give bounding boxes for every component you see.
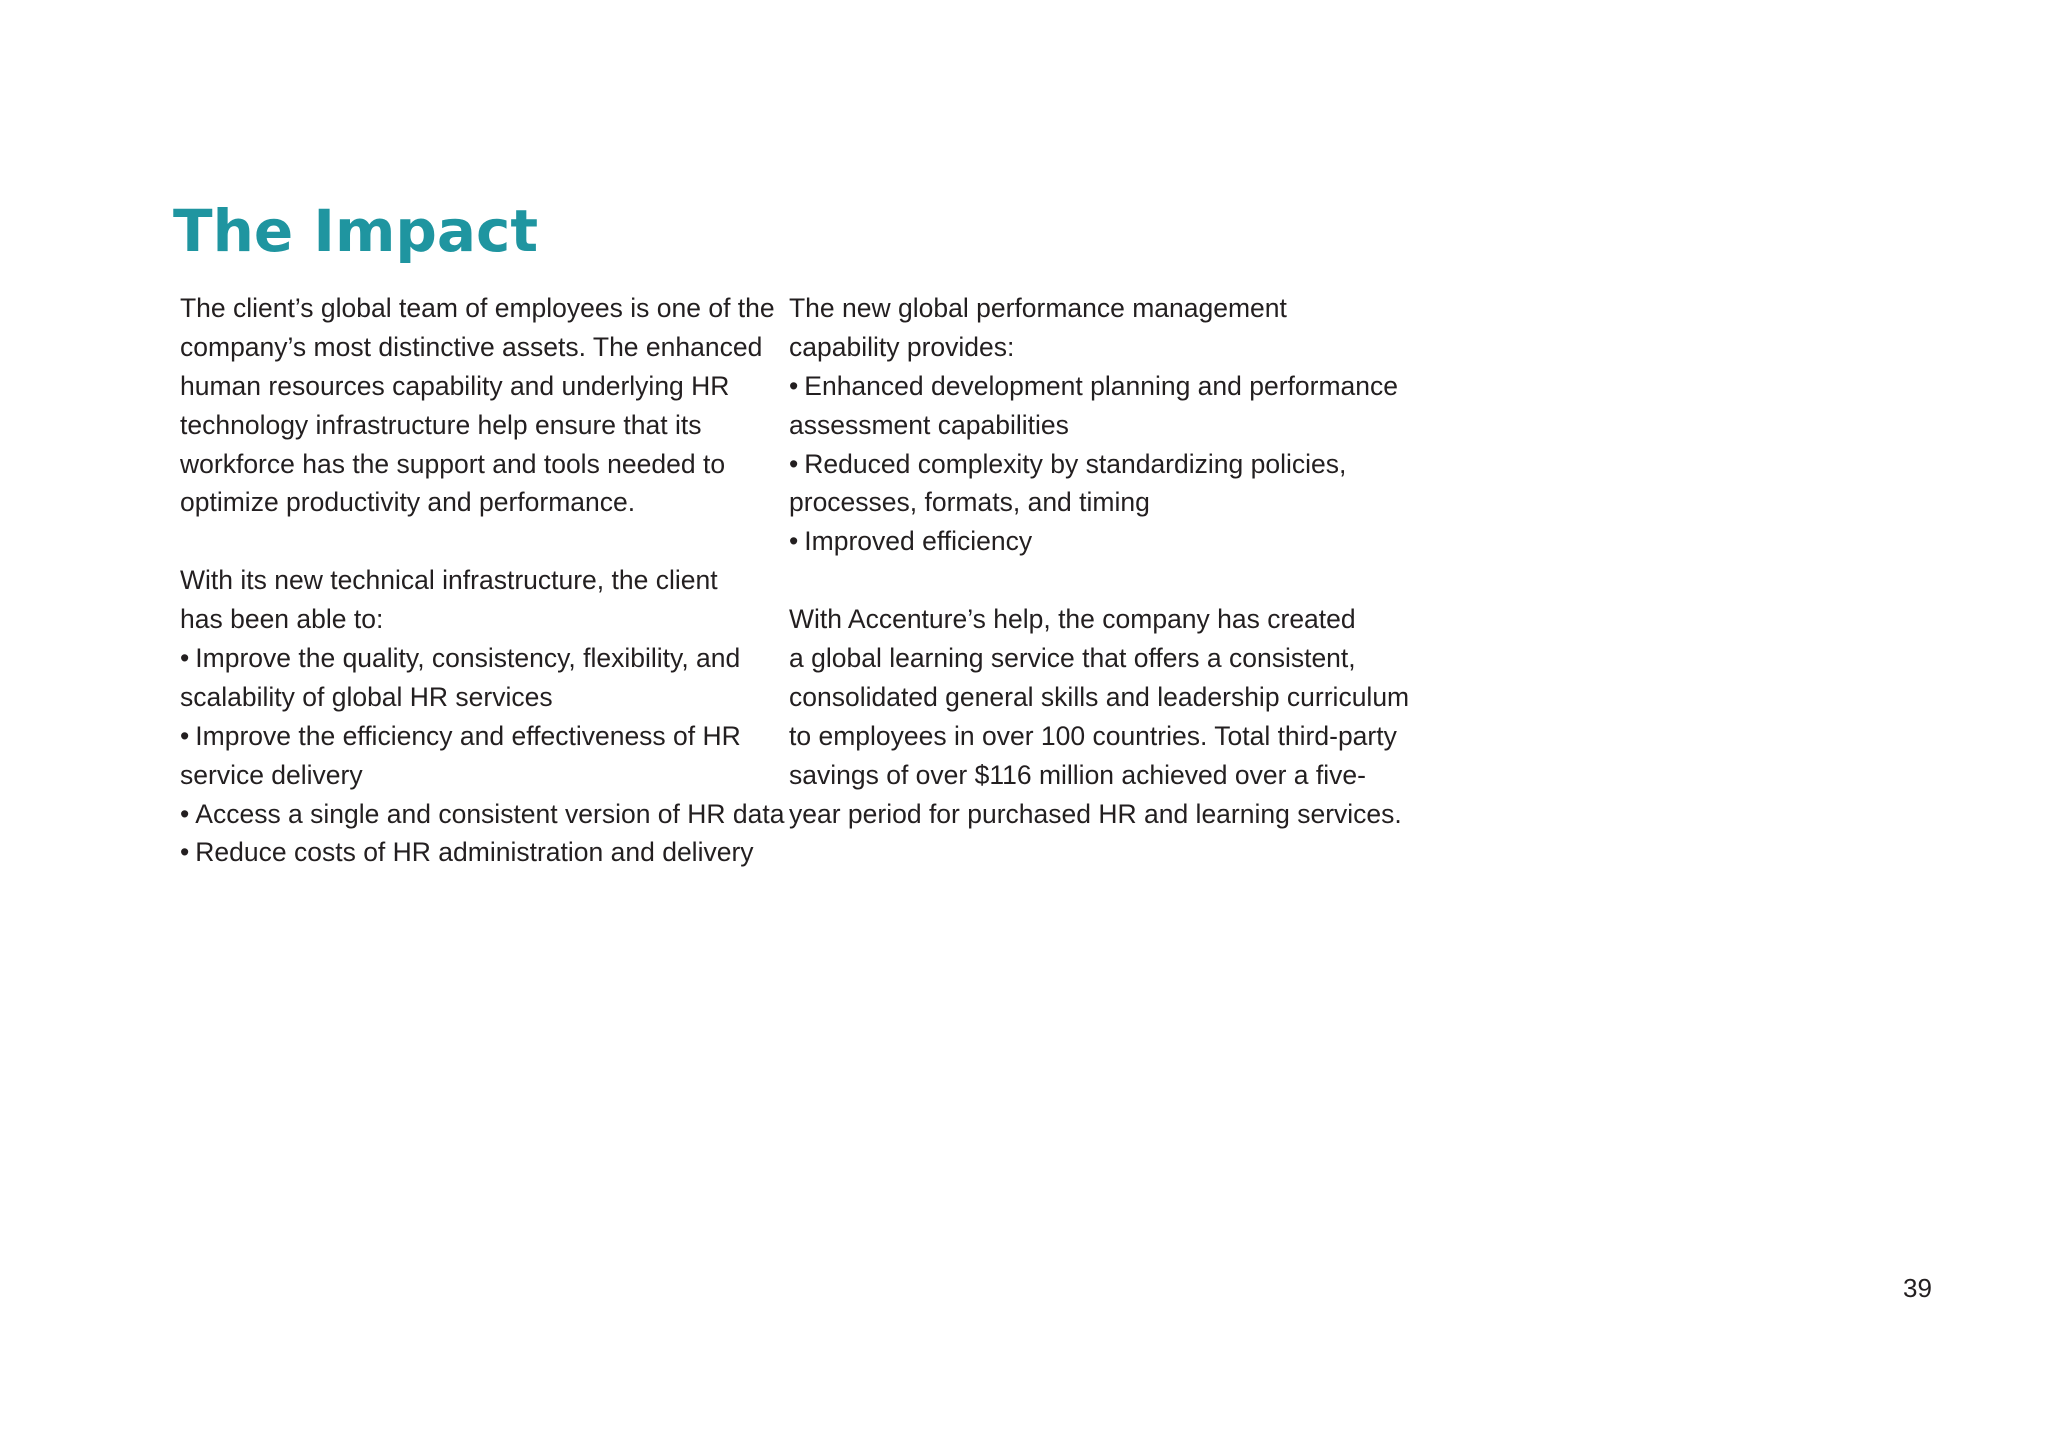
- bullet-item: [789, 445, 1369, 523]
- bullet-line: • Improve the efficiency and effectiveness of HR: [180, 717, 760, 756]
- paragraph-line: year period for purchased HR and learning services.: [789, 798, 1402, 829]
- bullet-line: processes, formats, and timing: [789, 487, 1150, 518]
- paragraph-line: With Accenture’s help, the company has created: [789, 604, 1356, 635]
- intro-paragraph: [180, 289, 775, 522]
- paragraph-line: workforce has the support and tools needed to: [180, 448, 726, 479]
- paragraph-spacer: [789, 561, 1369, 600]
- paragraph-line: savings of over $116 million achieved over a five-: [789, 759, 1366, 790]
- paragraph-spacer: [180, 522, 760, 561]
- bullet-item: [789, 367, 1399, 445]
- bullet-item: [180, 833, 760, 872]
- left-column: [180, 289, 785, 872]
- bullet-list: [789, 367, 1399, 561]
- right-column: [789, 289, 1410, 833]
- paragraph-line: company’s most distinctive assets. The enhanced: [180, 331, 763, 362]
- lead-paragraph: [789, 289, 1369, 367]
- paragraph-line: human resources capability and underlying HR: [180, 370, 730, 401]
- bullet-item: [180, 717, 760, 795]
- closing-paragraph: [789, 600, 1410, 833]
- bullet-line: • Improved efficiency: [789, 522, 1369, 561]
- page-number: 39: [1903, 1273, 1932, 1303]
- paragraph-line: The new global performance management: [789, 293, 1287, 323]
- bullet-line: • Reduce costs of HR administration and delivery: [180, 833, 760, 872]
- paragraph-line: to employees in over 100 countries. Total third-party: [789, 720, 1397, 751]
- bullet-line: scalability of global HR services: [180, 681, 553, 712]
- bullet-item: [789, 522, 1369, 561]
- bullet-line: • Enhanced development planning and performance: [789, 367, 1369, 406]
- lead-paragraph: [180, 561, 760, 639]
- bullet-list: [180, 639, 785, 872]
- paragraph-line: capability provides:: [789, 331, 1015, 362]
- bullet-item: [180, 795, 785, 834]
- bullet-line: • Reduced complexity by standardizing policies,: [789, 445, 1369, 484]
- bullet-item: [180, 639, 760, 717]
- paragraph-line: a global learning service that offers a consistent,: [789, 643, 1356, 674]
- paragraph-line: The client’s global team of employees is one of the: [180, 293, 775, 323]
- paragraph-line: has been able to:: [180, 604, 384, 635]
- paragraph-line: technology infrastructure help ensure that its: [180, 409, 702, 440]
- bullet-line: assessment capabilities: [789, 409, 1069, 440]
- paragraph-line: With its new technical infrastructure, the client: [180, 565, 718, 596]
- page-title: The Impact: [173, 197, 539, 265]
- bullet-line: • Access a single and consistent version of HR data: [180, 795, 760, 834]
- bullet-line: service delivery: [180, 759, 363, 790]
- paragraph-line: optimize productivity and performance.: [180, 487, 636, 518]
- paragraph-line: consolidated general skills and leadership curriculum: [789, 681, 1410, 712]
- bullet-line: • Improve the quality, consistency, flexibility, and: [180, 639, 760, 678]
